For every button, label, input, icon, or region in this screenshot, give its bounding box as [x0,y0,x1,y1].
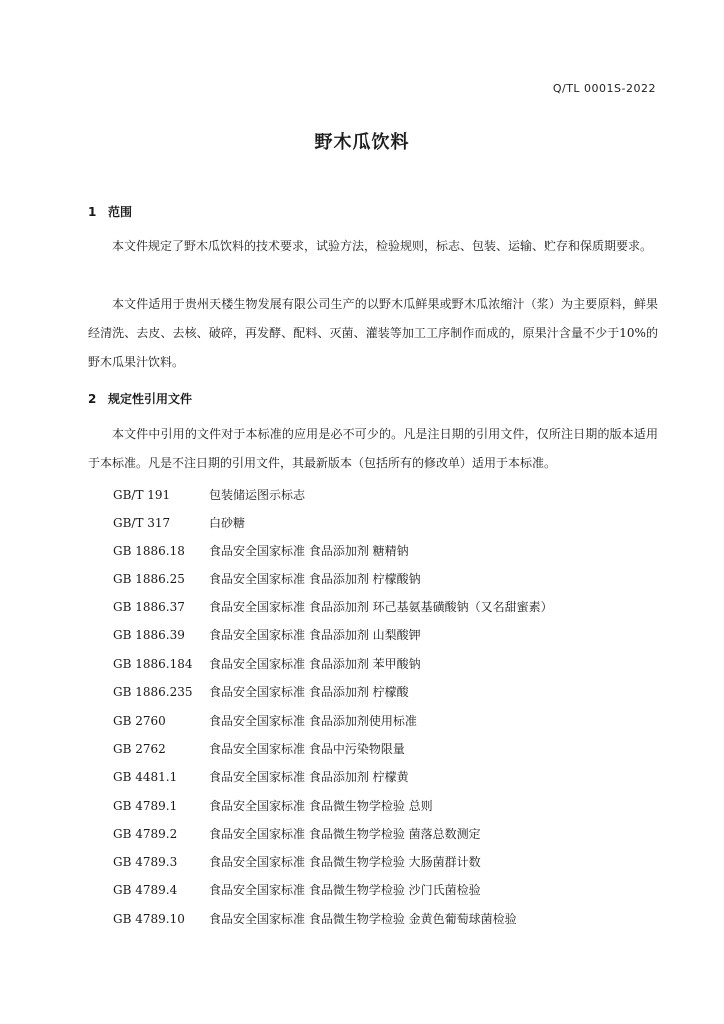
section-1-title: 范围 [108,205,133,219]
reference-code: GB 4789.2 [113,827,178,841]
reference-row [113,570,421,587]
reference-row [113,910,517,927]
reference-title: 包装储运图示标志 [209,488,306,502]
reference-row [113,881,481,898]
reference-row [113,683,409,700]
reference-row [113,768,409,785]
reference-title: 食品安全国家标准 食品微生物学检验 大肠菌群计数 [209,855,481,869]
reference-title: 食品安全国家标准 食品添加剂 柠檬黄 [209,770,409,784]
reference-title: 食品安全国家标准 食品添加剂 糖精钠 [209,544,409,558]
reference-code: GB/T 191 [113,488,171,502]
reference-title: 食品安全国家标准 食品添加剂 环己基氨基磺酸钠（又名甜蜜素） [209,600,553,614]
reference-title: 食品安全国家标准 食品添加剂 山梨酸钾 [209,628,421,642]
reference-code: GB 2760 [113,714,166,728]
reference-code: GB 1886.18 [113,544,185,558]
reference-code: GB 4789.3 [113,855,178,869]
reference-row [113,712,417,729]
reference-row [113,853,481,870]
reference-title: 食品安全国家标准 食品微生物学检验 总则 [209,799,433,813]
reference-code: GB 2762 [113,742,166,756]
reference-title: 食品安全国家标准 食品添加剂使用标准 [209,714,417,728]
reference-code: GB 4789.1 [113,799,178,813]
reference-code: GB 4789.4 [113,883,178,897]
reference-title: 食品安全国家标准 食品微生物学检验 沙门氏菌检验 [209,883,481,897]
section-2-heading [88,390,192,407]
section-1-number: 1 [88,205,97,219]
reference-title: 食品安全国家标准 食品中污染物限量 [209,742,405,756]
reference-row [113,655,421,672]
reference-title: 食品安全国家标准 食品添加剂 苯甲酸钠 [209,657,421,671]
section-1-paragraph-2: 本文件适用于贵州天楼生物发展有限公司生产的以野木瓜鲜果或野木瓜浓缩汁（浆）为主要原料，鲜果经清洗、去皮、去核、破碎，再发酵、配料、灭菌、灌装等加工工序制作而成的，原果汁含量不少于10%的野木瓜果汁饮料。 [88,297,658,369]
reference-code: GB 4481.1 [113,770,178,784]
reference-row [113,542,409,559]
reference-code: GB 4789.10 [113,912,185,926]
reference-row [113,486,305,503]
document-title: 野木瓜饮料 [314,132,410,153]
standard-code: Q/TL 0001S-2022 [552,82,656,95]
reference-row [113,797,433,814]
reference-title: 食品安全国家标准 食品微生物学检验 菌落总数测定 [209,827,481,841]
reference-row [113,598,553,615]
section-2-number: 2 [88,392,97,406]
reference-row [113,825,481,842]
reference-row [113,514,245,531]
section-1-heading [88,203,132,220]
reference-code: GB 1886.184 [113,657,193,671]
reference-title: 食品安全国家标准 食品添加剂 柠檬酸 [209,685,409,699]
reference-title: 食品安全国家标准 食品微生物学检验 金黄色葡萄球菌检验 [209,912,517,926]
reference-code: GB 1886.39 [113,628,185,642]
section-1-paragraph-1: 本文件规定了野木瓜饮料的技术要求，试验方法，检验规则，标志、包装、运输、贮存和保质期要求。 [112,239,653,253]
reference-title: 食品安全国家标准 食品添加剂 柠檬酸钠 [209,572,421,586]
reference-row [113,626,421,643]
reference-code: GB/T 317 [113,516,171,530]
section-2-paragraph-1: 本文件中引用的文件对于本标准的应用是必不可少的。凡是注日期的引用文件，仅所注日期的版本适用于本标准。凡是不注日期的引用文件，其最新版本（包括所有的修改单）适用于本标准。 [88,427,658,470]
reference-code: GB 1886.235 [113,685,193,699]
reference-code: GB 1886.25 [113,572,185,586]
reference-row [113,740,405,757]
reference-code: GB 1886.37 [113,600,185,614]
section-2-title: 规定性引用文件 [108,392,193,406]
reference-title: 白砂糖 [209,516,246,530]
